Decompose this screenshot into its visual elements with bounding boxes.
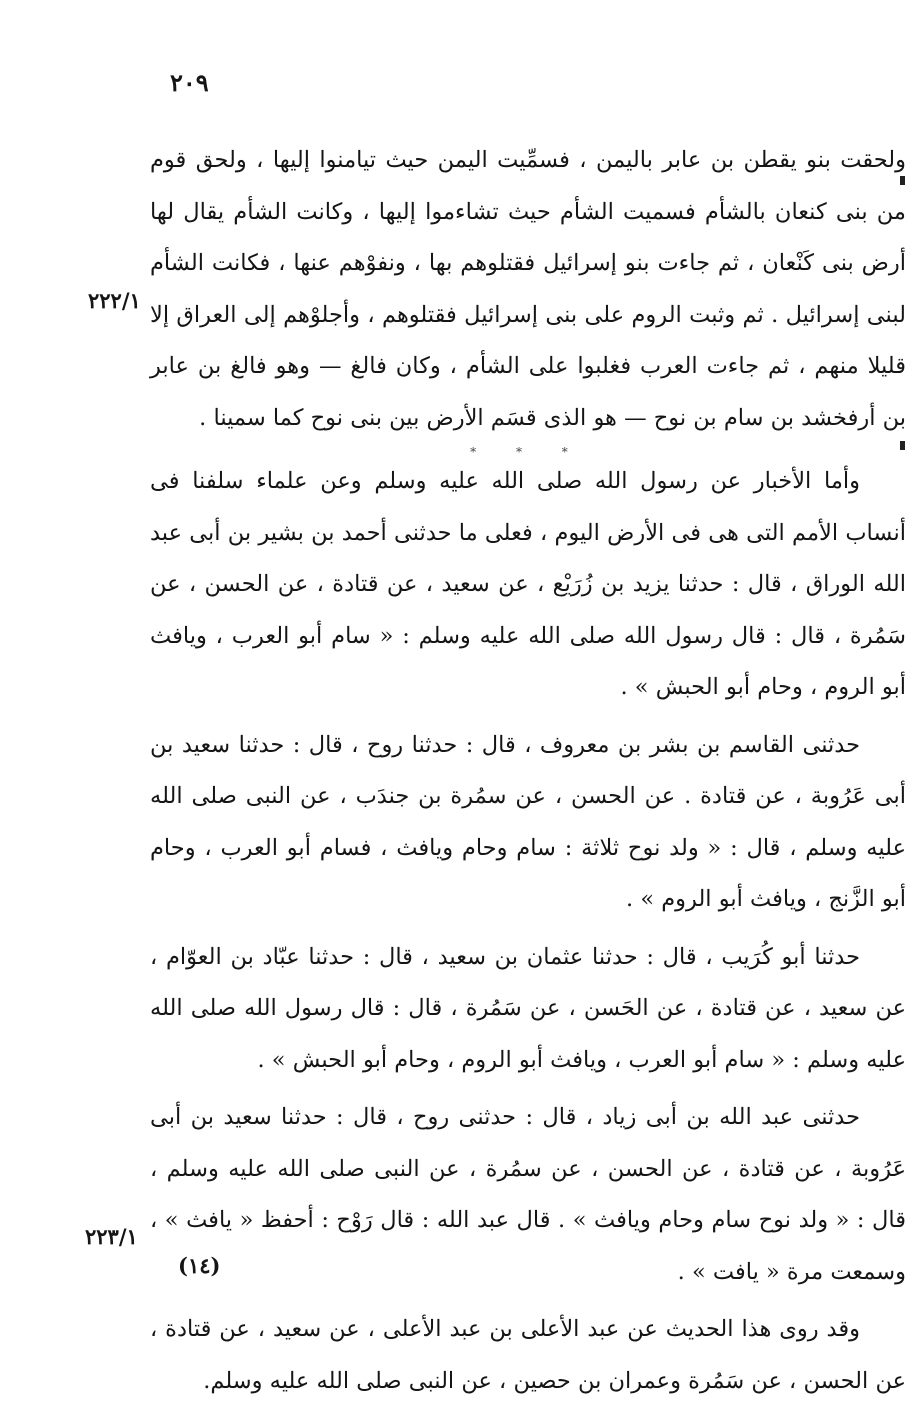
paragraph-5: حدثنى عبد الله بن أبى زياد ، قال : حدثنى روح ، قال : حدثنا سعيد بن أبى عَرُوبة ، عن قتادة ، عن الحسن ، عن سمُرة ، عن النبى صلى الله عليه وسلم ، قال : « ولد نوح سام وحام ويافث » . قال عبد الله : قال رَوْح : أحفظ « يافث » ، وسمعت مرة « يافت » . [150, 1104, 906, 1285]
paragraph-3: حدثنى القاسم بن بشر بن معروف ، قال : حدثنا روح ، قال : حدثنا سعيد بن أبى عَرُوبة ، عن قتادة . عن الحسن ، عن سمُرة بن جندَب ، عن النبى صلى الله عليه وسلم ، قال : « ولد نوح ثلاثة : سام وحام ويافث ، فسام أبو العرب ، وحام أبو الزَّنج ، ويافث أبو الروم » . [150, 731, 906, 912]
paragraph-1: ولحقت بنو يقطن بن عابر باليمن ، فسمِّيت اليمن حيث تيامنوا إليها ، ولحق قوم من بنى كنعان بالشأم فسميت الشأم حيث تشاءموا إليها ، وكانت الشأم يقال لها أرض بنى كَنْعان ، ثم جاءت بنو إسرائيل فقتلوهم بها ، ونفوْهم عنها ، فكانت الشأم لبنى إسرائيل . ثم وثبت الروم على بنى إسرائيل فقتلوهم ، وأجلوْهم إلى العراق إلا قليلا منهم ، ثم جاءت العرب فغلبوا على الشأم ، وكان فالغ — وهو فالغ بن عابر بن أرفخشد بن سام بن نوح — هو الذى قسَم الأرض بين بنى نوح كما سمينا . [150, 147, 906, 431]
margin-reference-2: ٢٢٣/١ [85, 1224, 138, 1249]
main-text [150, 135, 906, 1407]
page-number: ٢٠٩ [170, 68, 209, 97]
margin-reference-1: ٢٢٢/١ [88, 288, 141, 313]
paragraph-6: وقد روى هذا الحديث عن عبد الأعلى بن عبد الأعلى ، عن سعيد ، عن قتادة ، عن الحسن ، عن سَمُرة وعمران بن حصين ، عن النبى صلى الله عليه وسلم. [150, 1316, 906, 1394]
paragraph-4: حدثنا أبو كُرَيب ، قال : حدثنا عثمان بن سعيد ، قال : حدثنا عبّاد بن العوّام ، عن سعيد ، عن قتادة ، عن الحَسن ، عن سَمُرة ، قال : قال رسول الله صلى الله عليه وسلم : « سام أبو العرب ، ويافث أبو الروم ، وحام أبو الحبش » . [150, 943, 906, 1073]
signature-mark: (١٤) [178, 1253, 221, 1278]
paragraph-2: وأما الأخبار عن رسول الله صلى الله عليه وسلم وعن علماء سلفنا فى أنساب الأمم التى هى فى الأرض اليوم ، فعلى ما حدثنى أحمد بن بشير بن أبى عبد الله الوراق ، قال : حدثنا يزيد بن زُرَيْع ، عن سعيد ، عن قتادة ، عن الحسن ، عن سَمُرة ، قال : قال رسول الله صلى الله عليه وسلم : « سام أبو العرب ، ويافث أبو الروم ، وحام أبو الحبش » . [150, 468, 906, 700]
section-separator: * * * [470, 445, 586, 459]
